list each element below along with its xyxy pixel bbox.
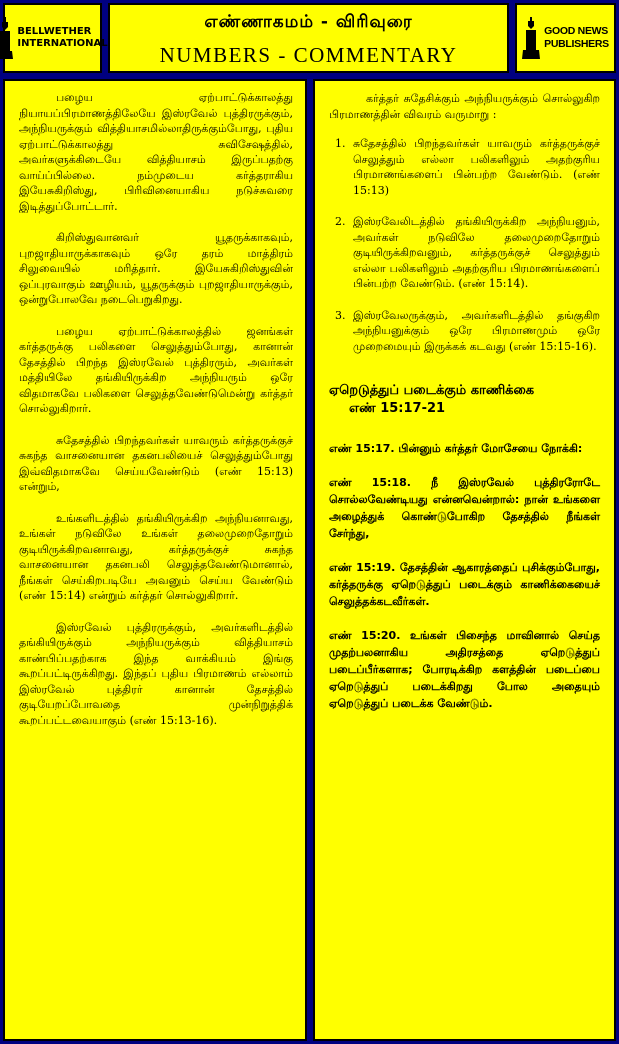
header-title-tamil: எண்ணாகமம் - விரிவுரை — [204, 12, 413, 32]
brand-right-line2: PUBLISHERS — [544, 38, 609, 50]
verse-text: எண் 15:20. உங்கள் பிசைந்த மாவினால் செய்த முதற்பலனாகிய அதிரசத்தை ஏறெடுத்துப் படைப்பீர்களாக; போரடிக்கிற களத்தின் படைப்பை ஏறெடுத்துப் படைக்கிறது போல அதையும் ஏறெடுத்துப் படைக்க வேண்டும். — [329, 629, 600, 710]
law-list-number: 3. — [335, 308, 346, 322]
law-list-number: 2. — [335, 215, 346, 228]
law-list-text: சுதேசத்தில் பிறந்தவர்கள் யாவரும் கர்த்தருக்குச் செலுத்தும் எல்லா பலிகளிலும் அதற்குரிய பிரமாணங்களைப் பின்பற்ற வேண்டும். (எண் 15:13) — [353, 137, 600, 197]
bellwether-logo-icon — [0, 17, 13, 59]
left-paragraph: கிறிஸ்துவானவர் யூதருக்காகவும், புறஜாதியாருக்காகவும் ஒரே தரம் மாத்திரம் சிலுவையில் மரித்தார். இயேசுகிறிஸ்துவின் ஒப்புரவாகும் ஊழியம், யூதருக்கும் புறஜாதியாருக்கும், ஒன்றுபோலவே நடைபெறுகிறது. — [19, 231, 293, 306]
verse-text: எண் 15:18. நீ இஸ்ரவேல் புத்திரரோடே சொல்லவேண்டியது என்னவென்றால்: நான் உங்களை அழைத்துக் கொண்டுபோகிற தேசத்தில் நீங்கள் சேர்ந்து, — [329, 476, 600, 540]
header-title-english: NUMBERS - COMMENTARY — [159, 43, 458, 67]
section-title: ஏறெடுத்துப் படைக்கும் காணிக்கை — [329, 383, 535, 398]
brand-left-line1: BELLWETHER — [17, 26, 92, 37]
left-paragraph: சுதேசத்தில் பிறந்தவர்கள் யாவரும் கர்த்தருக்குச் சுகந்த வாசனையான தகனபலியைச் செலுத்தும்போது இவ்விதமாகவே செய்யவேண்டும் (எண் 15:13) என்றும், — [19, 433, 293, 493]
verse-text: எண் 15:17. பின்னும் கர்த்தர் மோசேயை நோக்கி: — [329, 442, 583, 455]
law-list-item — [329, 308, 600, 355]
law-list-item — [329, 214, 600, 292]
page-header — [108, 3, 509, 73]
brand-left-line2: INTERNATIONAL — [17, 38, 108, 49]
goodnews-logo-icon — [522, 17, 540, 59]
law-list-number: 1. — [335, 137, 346, 150]
left-paragraph: உங்களிடத்தில் தங்கியிருக்கிற அந்நியனாவது, உங்கள் நடுவிலே உங்கள் தலைமுறைதோறும் குடியிருக்கிறவனாவது, கர்த்தருக்குச் சுகந்த வாசனையான தகனபலி செலுத்தவேண்டுமானால், நீங்கள் செய்கிறபடியே அவனும் செய்ய வேண்டும் (எண் 15:14) என்றும் கர்த்தர் சொல்லுகிறார். — [19, 511, 293, 602]
law-list-text: இஸ்ரவேலருக்கும், அவர்களிடத்தில் தங்குகிற அந்நியனுக்கும் ஒரே பிரமாணமும் ஒரே முறைமையும் இருக்கக் கடவது (எண் 15:15-16). — [353, 308, 600, 353]
left-paragraph: இஸ்ரவேல் புத்திரருக்கும், அவர்களிடத்தில் தங்கியிருக்கும் அந்நியருக்கும் வித்தியாசம் காண்பிப்பதற்காக இந்த வாக்கியம் இங்கு கூறப்பட்டிருக்கிறது. இந்தப் புதிய பிரமாணம் எல்லாம் இஸ்ரவேல் புத்திரர் கானான் தேசத்தில் குடியேறப்போவதை முன்நிறுத்திக் கூறப்பட்டவையாகும் (எண் 15:13-16). — [19, 620, 293, 727]
left-paragraph: பழைய ஏற்பாட்டுக்காலத்தில் ஜனங்கள் கர்த்தருக்கு பலிகளை செலுத்தும்போது, கானான் தேசத்தில் பிறந்த இஸ்ரவேல் புத்திரரும், அவர்கள் மத்தியிலே தங்கியிருக்கிற அந்நியரும் ஒரே விதமாகவே பலிகளை செலுத்தவேண்டுமென்று கர்த்தர் சொல்லுகிறார். — [19, 324, 293, 415]
bellwether-logo-panel — [3, 3, 108, 73]
left-paragraph: பழைய ஏற்பாட்டுக்காலத்து நியாயப்பிரமாணத்திலேயே இஸ்ரவேல் புத்திரருக்கும், அந்நியருக்கும் வித்தியாசமில்லாதிருக்கும்போது, புதிய ஏற்பாட்டுக்காலத்து சுவிசேஷத்தில், அவர்களுக்கிடையே வித்தியாசம் இருப்பதற்கு வாய்ப்பில்லை. நம்முடைய கர்த்தராகிய இயேசுகிறிஸ்து, பிரிவினையாகிய நடுச்சுவரை இடித்துப்போட்டார். — [19, 91, 293, 213]
verse-text: எண் 15:19. தேசத்தின் ஆகாரத்தைப் புசிக்கும்போது, கர்த்தருக்கு ஏறெடுத்துப் படைக்கும் காணிக்கையைச் செலுத்தக்கடவீர்கள். — [329, 561, 600, 608]
left-column — [3, 79, 307, 1041]
law-list-text: இஸ்ரவேலிடத்தில் தங்கியிருக்கிற அந்நியனும், அவர்கள் நடுவிலே தலைமுறைதோறும் குடியிருக்கிறவனும், கர்த்தருக்குச் செலுத்தும் எல்லா பலிகளிலும் அதற்குரிய பிரமாணங்களைப் பின்பற்ற வேண்டும். (எண் 15:14). — [353, 215, 600, 290]
law-list — [329, 136, 600, 354]
law-list-item — [329, 136, 600, 198]
right-intro: கர்த்தர் சுதேசிக்கும் அந்நியருக்கும் சொல்லுகிற பிரமாணத்தின் விவரம் வருமாறு : — [329, 92, 600, 121]
brand-right-line1: GOOD NEWS — [544, 24, 608, 37]
section-reference: எண் 15:17-21 — [349, 401, 446, 416]
goodnews-logo-panel — [515, 3, 616, 73]
right-column — [313, 79, 616, 1041]
